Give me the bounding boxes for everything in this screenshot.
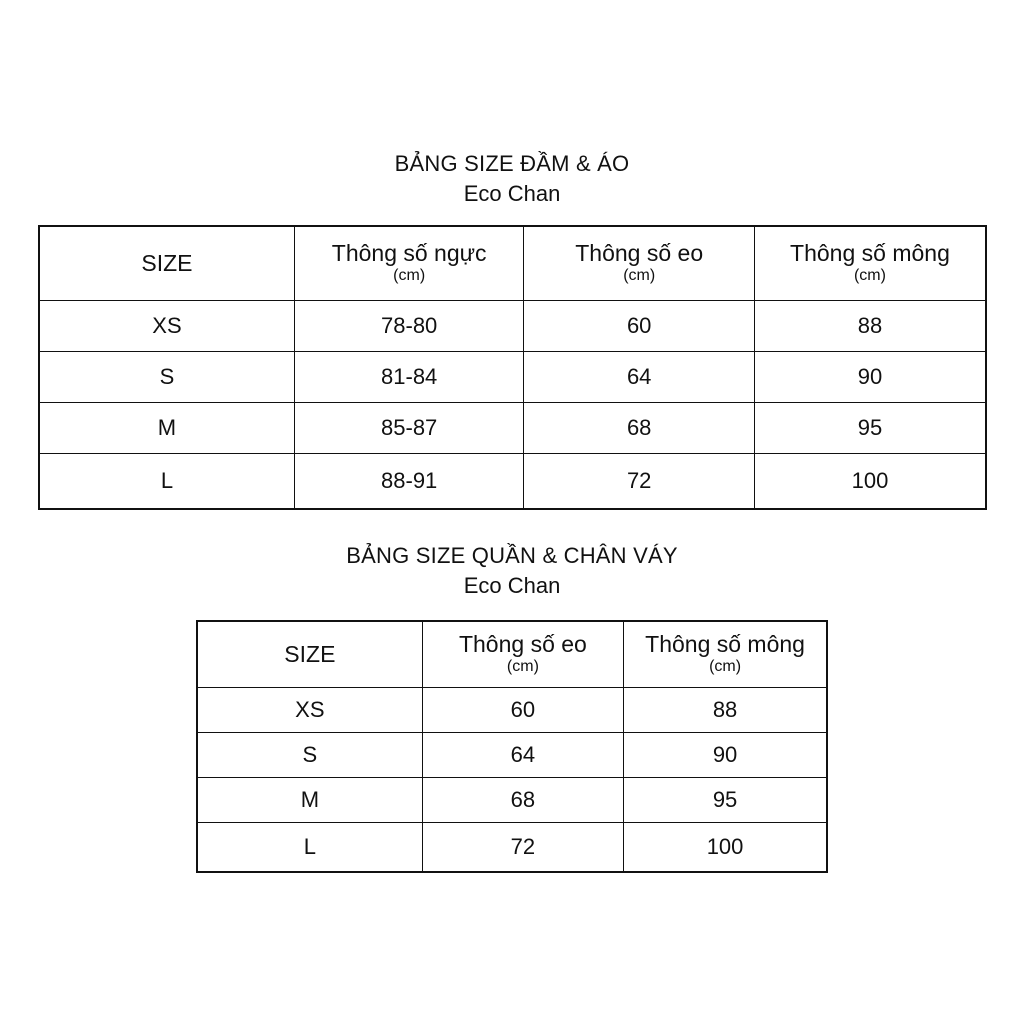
size-cell: S <box>197 732 422 777</box>
size-cell: L <box>39 453 294 509</box>
dress-top-size-table <box>38 225 987 510</box>
chest-cell: 81-84 <box>294 351 524 402</box>
size-cell: XS <box>197 687 422 732</box>
header-hip: Thông số mông (cm) <box>624 621 827 687</box>
hip-cell: 100 <box>754 453 986 509</box>
hip-cell: 90 <box>624 732 827 777</box>
table-row <box>197 777 827 822</box>
hip-cell: 100 <box>624 822 827 872</box>
header-size: SIZE <box>39 226 294 300</box>
waist-cell: 68 <box>422 777 623 822</box>
table-row <box>197 687 827 732</box>
table-row <box>39 453 986 509</box>
table-header-row <box>39 226 986 300</box>
table-row <box>197 822 827 872</box>
waist-cell: 72 <box>422 822 623 872</box>
size-cell: S <box>39 351 294 402</box>
hip-cell: 88 <box>624 687 827 732</box>
waist-cell: 72 <box>524 453 755 509</box>
header-waist: Thông số eo (cm) <box>524 226 755 300</box>
chest-cell: 88-91 <box>294 453 524 509</box>
waist-cell: 68 <box>524 402 755 453</box>
pants-skirt-size-table <box>196 620 828 873</box>
dress-top-brand: Eco Chan <box>463 181 561 206</box>
table-row <box>39 300 986 351</box>
hip-cell: 95 <box>624 777 827 822</box>
hip-cell: 95 <box>754 402 986 453</box>
table-row <box>39 351 986 402</box>
pants-skirt-brand: Eco Chan <box>463 573 561 598</box>
waist-cell: 64 <box>524 351 755 402</box>
size-cell: XS <box>39 300 294 351</box>
size-cell: M <box>197 777 422 822</box>
waist-cell: 60 <box>422 687 623 732</box>
chest-cell: 78-80 <box>294 300 524 351</box>
header-size: SIZE <box>197 621 422 687</box>
waist-cell: 64 <box>422 732 623 777</box>
dress-top-size-title: BẢNG SIZE ĐẦM & ÁO <box>394 151 630 176</box>
hip-cell: 90 <box>754 351 986 402</box>
pants-skirt-size-title: BẢNG SIZE QUẦN & CHÂN VÁY <box>346 543 678 568</box>
table-header-row <box>197 621 827 687</box>
header-chest: Thông số ngực (cm) <box>294 226 524 300</box>
pants-skirt-title-block <box>0 541 1024 601</box>
hip-cell: 88 <box>754 300 986 351</box>
size-cell: L <box>197 822 422 872</box>
table-row <box>197 732 827 777</box>
dress-top-title-block <box>0 149 1024 209</box>
header-waist: Thông số eo (cm) <box>422 621 623 687</box>
table-row <box>39 402 986 453</box>
header-hip: Thông số mông (cm) <box>754 226 986 300</box>
waist-cell: 60 <box>524 300 755 351</box>
chest-cell: 85-87 <box>294 402 524 453</box>
size-cell: M <box>39 402 294 453</box>
